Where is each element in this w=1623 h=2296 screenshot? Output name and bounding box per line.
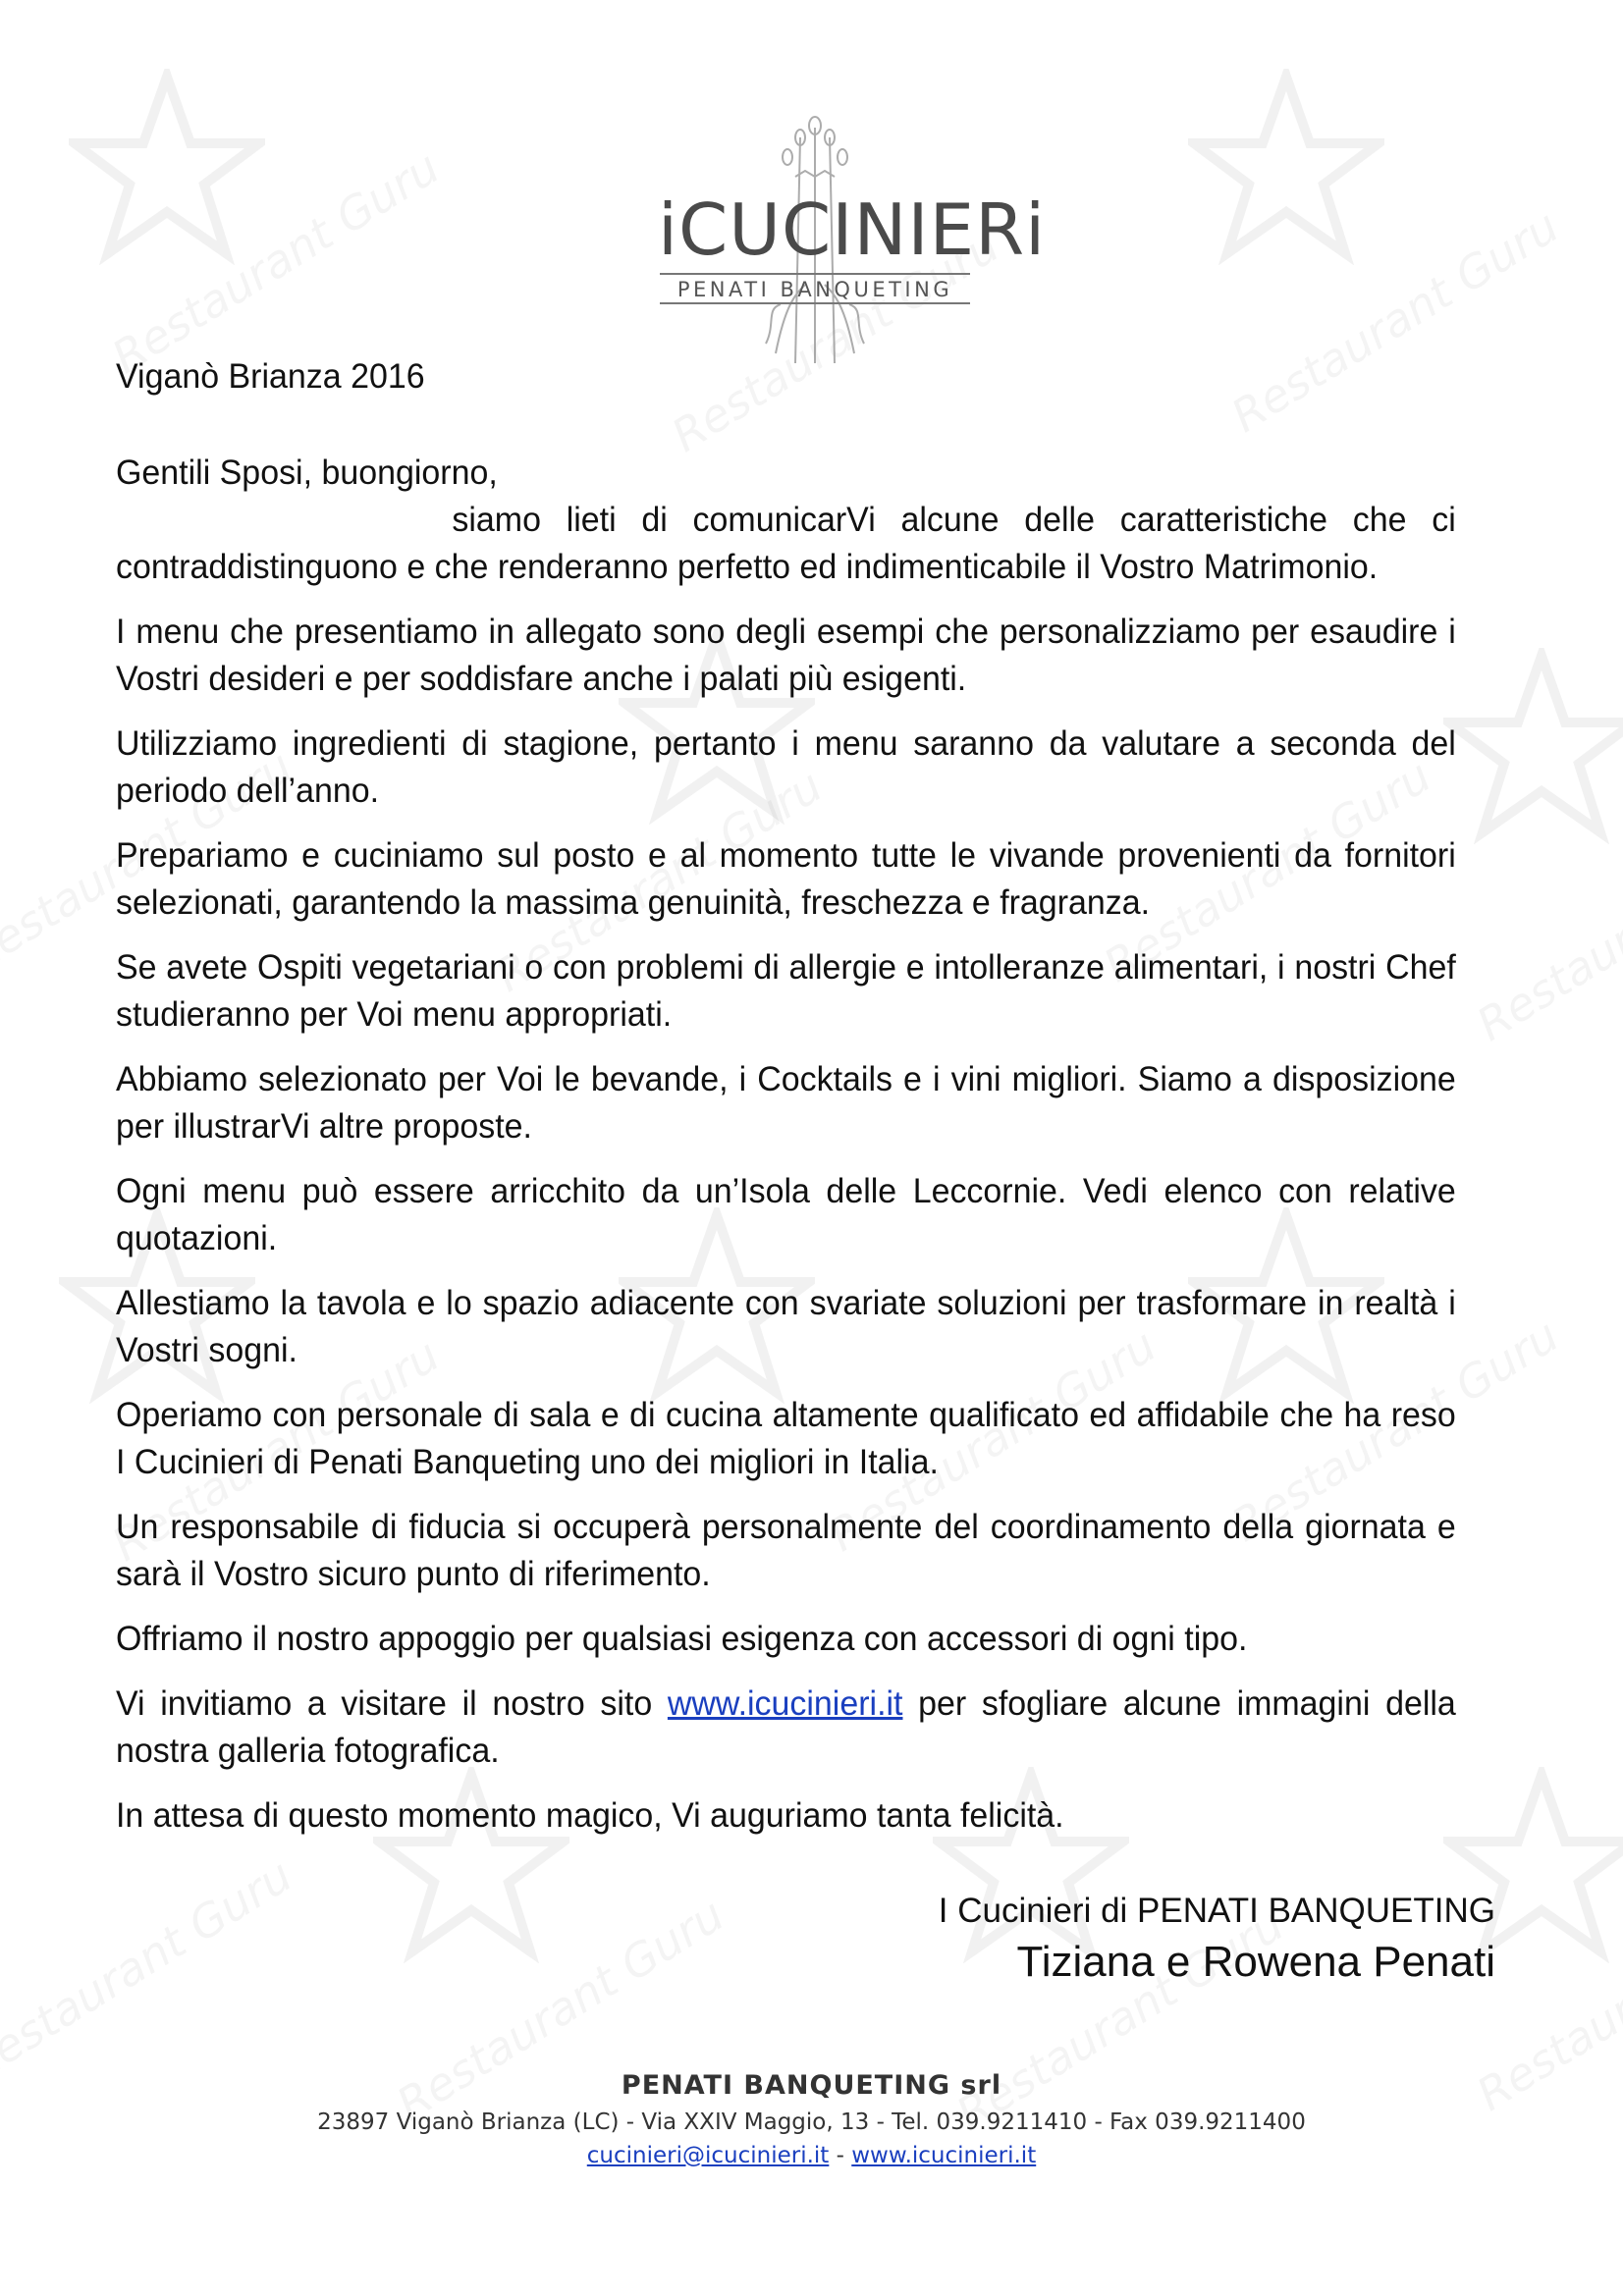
page-footer [0, 2066, 1623, 2172]
company-logo [648, 108, 1047, 363]
footer-website-link[interactable]: www.icucinieri.it [851, 2143, 1037, 2168]
signature-company: I Cucinieri di PENATI BANQUETING [938, 1892, 1495, 1930]
paragraph-coordinator: Un responsabile di fiducia si occuperà personalmente del coordinamento della giornata e sarà il Vostro sicuro punto di riferimento. [116, 1508, 1456, 1593]
paragraph-preparation: Prepariamo e cuciniamo sul posto e al momento tutte le vivande provenienti da fornitori selezionati, garantendo la massima genuinità, freschezza e fragranza. [116, 836, 1456, 922]
paragraph-website [116, 1681, 1456, 1775]
paragraph-accessories: Offriamo il nostro appoggio per qualsiasi esigenza con accessori di ogni tipo. [116, 1620, 1248, 1658]
watermark-text [103, 140, 449, 384]
letter-body [116, 353, 1456, 1857]
watermark-text [1468, 808, 1623, 1051]
paragraph-vegetarian: Se avete Ospiti vegetariani o con problemi di allergie e intolleranze alimentari, i nostri Chef studieranno per Voi menu appropriati. [116, 948, 1456, 1034]
paragraph-intro: siamo lieti di comunicarVi alcune delle caratteristiche che ci contraddistinguono e che renderanno perfetto ed indimenticabile il Vostro Matrimonio. [116, 501, 1456, 586]
paragraph-ingredients: Utilizziamo ingredienti di stagione, pertanto i menu saranno da valutare a seconda del periodo dell’anno. [116, 724, 1456, 810]
paragraph-staff: Operiamo con personale di sala e di cucina altamente qualificato ed affidabile che ha reso I Cucinieri di Penati Banqueting uno dei migliori in Italia. [116, 1396, 1456, 1481]
watermark-text [0, 1848, 301, 2092]
paragraph-menu: I menu che presentiamo in allegato sono degli esempi che personalizziamo per esaudire i Vostri desideri e per soddisfare anche i palati più esigenti. [116, 613, 1456, 698]
paragraph-isola: Ogni menu può essere arricchito da un’Isola delle Leccornie. Vedi elenco con relative quotazioni. [116, 1172, 1456, 1257]
website-text-after: per sfogliare alcune immagini della nostra galleria fotografica. [116, 1684, 1456, 1770]
footer-separator: - [829, 2143, 852, 2168]
watermark-star-icon [69, 69, 265, 265]
footer-address: 23897 Viganò Brianza (LC) - Via XXIV Maggio, 13 - Tel. 039.9211410 - Fax 039.9211400 [317, 2109, 1306, 2135]
paragraph-drinks: Abbiamo selezionato per Voi le bevande, i Cocktails e i vini migliori. Siamo a disposizione per illustrarVi altre proposte. [116, 1060, 1456, 1146]
website-text-before: Vi invitiamo a visitare il nostro sito [116, 1684, 668, 1723]
website-link[interactable]: www.icucinieri.it [667, 1684, 903, 1723]
watermark-star-icon [1188, 69, 1384, 265]
signature-block [939, 1889, 1495, 1991]
letter-date: Viganò Brianza 2016 [116, 357, 425, 396]
paragraph-table: Allestiamo la tavola e lo spazio adiacente con svariate soluzioni per trasformare in realtà i Vostri sogni. [116, 1284, 1456, 1369]
footer-company: PENATI BANQUETING srl [621, 2070, 1002, 2101]
logo-subtitle: PENATI BANQUETING [660, 273, 970, 304]
logo-wordmark: iCUCINIERi [658, 188, 1047, 271]
footer-contacts [0, 2139, 1623, 2172]
footer-email-link[interactable]: cucinieri@icucinieri.it [586, 2143, 830, 2168]
watermark-star-icon [1443, 648, 1623, 844]
signature-names: Tiziana e Rowena Penati [1016, 1938, 1495, 1986]
paragraph-closing: In attesa di questo momento magico, Vi auguriamo tanta felicità. [116, 1796, 1064, 1835]
letter-greeting: Gentili Sposi, buongiorno, [116, 454, 498, 492]
